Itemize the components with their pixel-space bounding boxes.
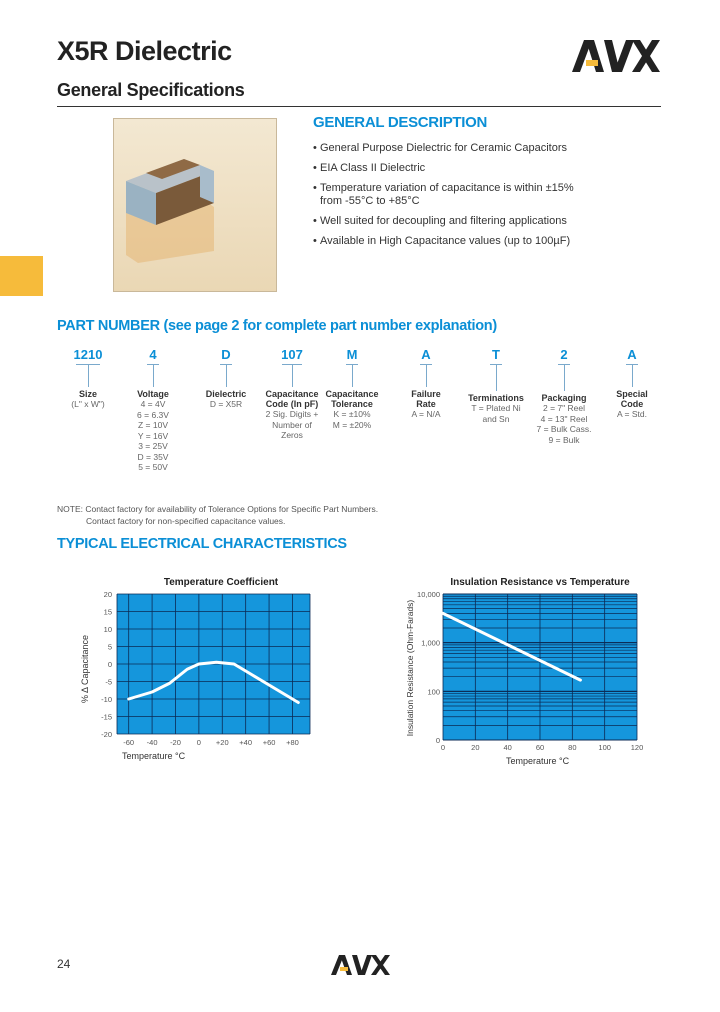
x-tick-label: 0 [196, 738, 201, 747]
part-field-heading: Voltage [137, 389, 169, 399]
note-line: NOTE: Contact factory for availability of Tolerance Options for Specific Part Numbers. [57, 504, 379, 514]
page-title: X5R Dielectric [57, 36, 232, 66]
part-field-heading: Terminations [468, 393, 524, 403]
y-tick-label: -15 [101, 712, 112, 722]
y-tick-label: 1,000 [421, 638, 440, 648]
part-field-heading: Packaging [541, 393, 587, 403]
x-tick-label: 80 [568, 743, 577, 752]
y-tick-label: 0 [435, 736, 440, 745]
part-field-values: 4 = 4V 6 = 6.3V Z = 10V Y = 16V 3 = 25V D = 35V 5 = 50V [137, 399, 169, 472]
x-tick-label: 60 [535, 743, 545, 752]
x-tick-label: 20 [471, 743, 480, 752]
x-tick-label: +60 [262, 738, 276, 747]
y-tick-label: 0 [107, 660, 112, 669]
typical-characteristics-heading: TYPICAL ELECTRICAL CHARACTERISTICS [57, 536, 347, 552]
x-tick-label: +40 [239, 738, 253, 747]
temp-coefficient-ylabel: % Δ Capacitance [80, 634, 90, 704]
temp-coefficient-xlabel: Temperature °C [122, 751, 186, 761]
y-tick-label: 10,000 [417, 590, 440, 599]
list-item-continuation: from -55°C to +85°C [320, 195, 420, 207]
part-field-values: T = Plated Ni and Sn [471, 403, 521, 424]
x-tick-label: -20 [170, 738, 181, 747]
list-item: • General Purpose Dielectric for Ceramic Capacitors [313, 142, 663, 155]
y-tick-label: 100 [427, 687, 440, 697]
y-tick-label: -20 [101, 730, 112, 739]
x-tick-label: +20 [215, 738, 229, 747]
part-code-8: A [627, 347, 637, 362]
temp-coefficient-title: Temperature Coefficient [163, 577, 279, 588]
part-code-1: 4 [149, 347, 157, 362]
part-field-values: 2 Sig. Digits + Number of Zeros [265, 409, 319, 440]
y-tick-label: 5 [107, 642, 112, 652]
x-tick-label: 120 [630, 743, 644, 752]
y-tick-label: 20 [103, 590, 112, 599]
x-tick-label: -40 [146, 738, 158, 747]
x-tick-label: 0 [440, 743, 446, 752]
avx-footer-logo [330, 953, 392, 977]
list-item: • Well suited for decoupling and filtering applications [313, 215, 663, 228]
part-code-3: 107 [281, 347, 303, 362]
part-field-values: A = Std. [616, 409, 648, 419]
part-field-values: A = N/A [411, 409, 441, 419]
part-field-values: (L" x W") [71, 399, 105, 409]
x-tick-label: +80 [286, 738, 299, 747]
ir-chart-ylabel: Insulation Resistance (Ohm-Farads) [405, 599, 415, 737]
x-tick-label: 100 [598, 743, 611, 752]
part-field-values: 2 = 7" Reel 4 = 13" Reel 7 = Bulk Cass. 9 = Bulk [536, 403, 592, 445]
part-code-7: 2 [560, 347, 568, 362]
ir-chart-title: Insulation Resistance vs Temperature [450, 577, 630, 588]
part-number-heading: PART NUMBER (see page 2 for complete part number explanation) [57, 318, 497, 334]
part-code-4: M [346, 347, 358, 362]
x-tick-label: 40 [503, 743, 512, 752]
y-tick-label: 10 [103, 625, 112, 634]
y-tick-label: 15 [103, 607, 112, 617]
list-item: • EIA Class II Dielectric [313, 162, 663, 175]
y-tick-label: -10 [101, 695, 112, 704]
part-field-heading: Failure Rate [411, 389, 441, 409]
part-code-5: A [421, 347, 431, 362]
part-code-0: 1210 [73, 347, 103, 362]
y-tick-label: -5 [105, 677, 112, 687]
general-description-heading: GENERAL DESCRIPTION [313, 114, 488, 131]
part-code-6: T [492, 347, 500, 362]
x-tick-label: -60 [123, 738, 135, 747]
list-item: • Available in High Capacitance values (up to 100µF) [313, 235, 663, 248]
part-field-heading: Special Code [616, 389, 648, 409]
page-number: 24 [57, 957, 71, 971]
part-field-values: D = X5R [209, 399, 243, 409]
ir-chart-xlabel: Temperature °C [506, 756, 570, 766]
page-subtitle: General Specifications [57, 80, 245, 100]
part-field-heading: Capacitance Tolerance [325, 389, 379, 409]
part-field-heading: Capacitance Code (In pF) [265, 389, 319, 409]
list-item: • Temperature variation of capacitance is within ±15% [313, 182, 663, 195]
part-field-heading: Size [78, 389, 98, 399]
part-field-values: K = ±10% M = ±20% [332, 409, 372, 430]
part-field-heading: Dielectric [205, 389, 247, 399]
part-code-2: D [221, 347, 231, 362]
note-line: Contact factory for non-specified capacitance values. [86, 516, 286, 526]
